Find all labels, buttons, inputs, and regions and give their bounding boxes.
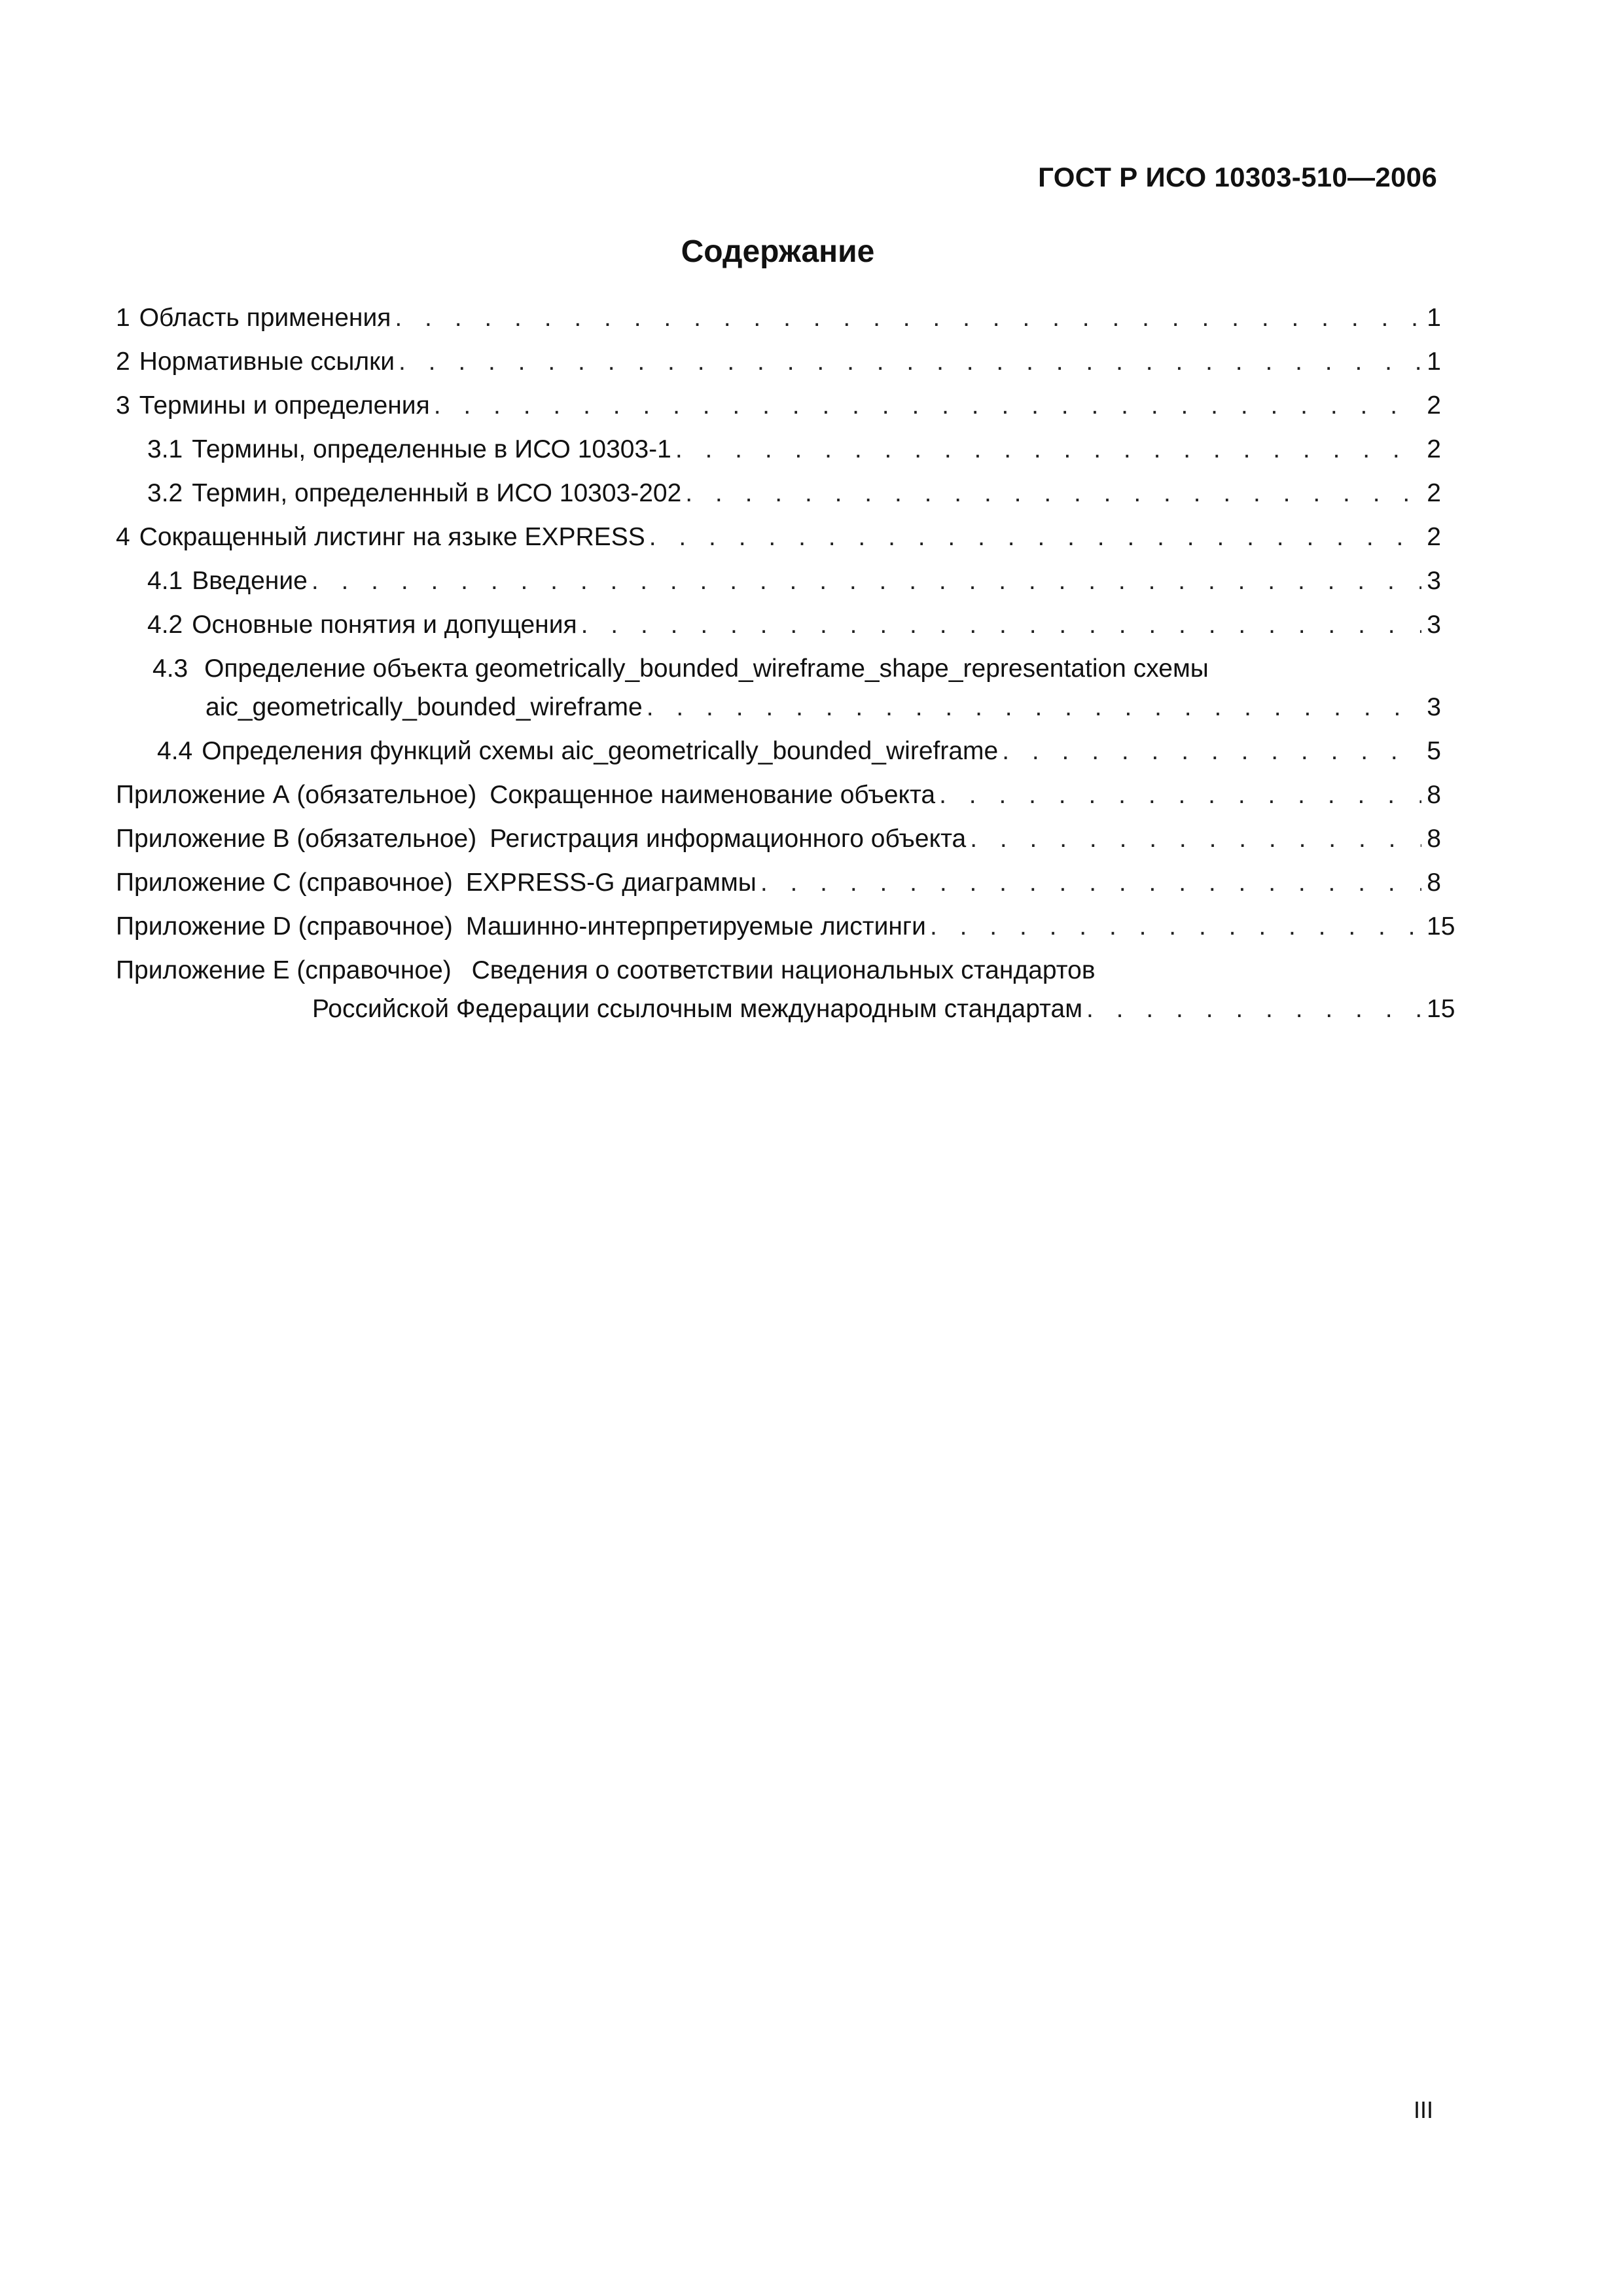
toc-entry-appendix-a[interactable] — [116, 780, 1441, 823]
toc-page: 5 — [1427, 737, 1441, 765]
toc-page: 3 — [1427, 611, 1441, 639]
dot-leader — [675, 434, 1421, 465]
toc-page: 15 — [1427, 995, 1455, 1023]
page-number: III — [1413, 2096, 1433, 2123]
toc-number: Приложение D (справочное) — [116, 912, 453, 941]
dot-leader — [970, 823, 1421, 854]
toc-label: Термины, определенные в ИСО 10303-1 — [192, 435, 671, 463]
toc-label: Определения функций схемы aic_geometrically_bounded_wireframe — [202, 737, 999, 765]
dot-leader — [647, 692, 1421, 723]
dot-leader — [1002, 736, 1421, 766]
dot-leader — [760, 867, 1421, 898]
toc-entry-appendix-d[interactable] — [116, 911, 1455, 955]
toc-page: 15 — [1427, 912, 1455, 941]
toc-entry-4-3[interactable] — [116, 653, 1441, 736]
toc-entry-4-2[interactable] — [116, 609, 1441, 653]
dot-leader — [930, 911, 1421, 942]
toc-label: Область применения — [139, 304, 391, 332]
toc-number: 3.1 — [147, 435, 183, 463]
dot-leader — [434, 390, 1421, 421]
dot-leader — [312, 565, 1421, 596]
toc-page: 8 — [1427, 869, 1441, 897]
dot-leader — [1086, 994, 1421, 1024]
toc-number: Приложение В (обязательное) — [116, 825, 477, 853]
toc-entry-3[interactable] — [116, 390, 1441, 434]
toc-number: 3 — [116, 391, 130, 420]
toc-entry-4-4[interactable] — [116, 736, 1441, 780]
toc-label: Основные понятия и допущения — [192, 611, 577, 639]
toc-number: 2 — [116, 348, 130, 376]
toc-number: 3.2 — [147, 479, 183, 507]
toc-page: 8 — [1427, 781, 1441, 809]
toc-label: Машинно-интерпретируемые листинги — [465, 912, 926, 941]
toc-page: 1 — [1427, 348, 1441, 376]
document-id: ГОСТ Р ИСО 10303-510—2006 — [1038, 162, 1437, 192]
toc-page: 2 — [1427, 435, 1441, 463]
toc-label: EXPRESS-G диаграммы — [465, 869, 757, 897]
toc-label: Сокращенный листинг на языке EXPRESS — [139, 523, 645, 551]
toc-label: Термины и определения — [139, 391, 430, 420]
toc-label: Введение — [192, 567, 308, 595]
toc-number: Приложение Е (справочное) — [116, 956, 452, 984]
dot-leader — [581, 609, 1421, 640]
toc-page: 1 — [1427, 304, 1441, 332]
toc-label: Регистрация информационного объекта — [490, 825, 967, 853]
toc-page: 2 — [1427, 523, 1441, 551]
toc-number: Приложение А (обязательное) — [116, 781, 477, 809]
toc-number: 4.4 — [157, 737, 193, 765]
toc-page: 2 — [1427, 479, 1441, 507]
toc-entry-appendix-c[interactable] — [116, 867, 1441, 911]
toc-entry-4[interactable] — [116, 522, 1441, 565]
dot-leader — [395, 302, 1421, 333]
toc-label-continuation: Российской Федерации ссылочным международным стандартам — [312, 995, 1083, 1023]
toc-label: Сокращенное наименование объекта — [490, 781, 936, 809]
toc-page: 3 — [1427, 693, 1441, 721]
toc-entry-3-2[interactable] — [116, 478, 1441, 522]
toc-page: 2 — [1427, 391, 1441, 420]
toc-number: 4.2 — [147, 611, 183, 639]
toc-label: Нормативные ссылки — [139, 348, 395, 376]
toc-page: 8 — [1427, 825, 1441, 853]
dot-leader — [649, 522, 1421, 552]
toc-number: Приложение С (справочное) — [116, 869, 453, 897]
dot-leader — [399, 346, 1421, 377]
toc-entry-4-1[interactable] — [116, 565, 1441, 609]
dot-leader — [939, 780, 1421, 810]
toc-entry-3-1[interactable] — [116, 434, 1441, 478]
toc-entry-2[interactable] — [116, 346, 1441, 390]
toc-entry-appendix-e[interactable] — [116, 955, 1455, 1037]
dot-leader — [685, 478, 1421, 509]
toc-label: Определение объекта geometrically_bounded_wireframe_shape_representation схемы — [204, 655, 1209, 683]
toc-entry-appendix-b[interactable] — [116, 823, 1441, 867]
toc-page: 3 — [1427, 567, 1441, 595]
toc-number: 4.3 — [152, 655, 188, 683]
toc-label: Сведения о соответствии национальных стандартов — [471, 956, 1096, 984]
toc-entry-1[interactable] — [116, 302, 1441, 346]
toc-number: 4.1 — [147, 567, 183, 595]
toc-number: 4 — [116, 523, 130, 551]
toc-label: Термин, определенный в ИСО 10303-202 — [192, 479, 682, 507]
table-of-contents — [116, 302, 1455, 1037]
toc-label-continuation: aic_geometrically_bounded_wireframe — [205, 693, 643, 721]
page-title: Содержание — [681, 234, 875, 269]
toc-number: 1 — [116, 304, 130, 332]
